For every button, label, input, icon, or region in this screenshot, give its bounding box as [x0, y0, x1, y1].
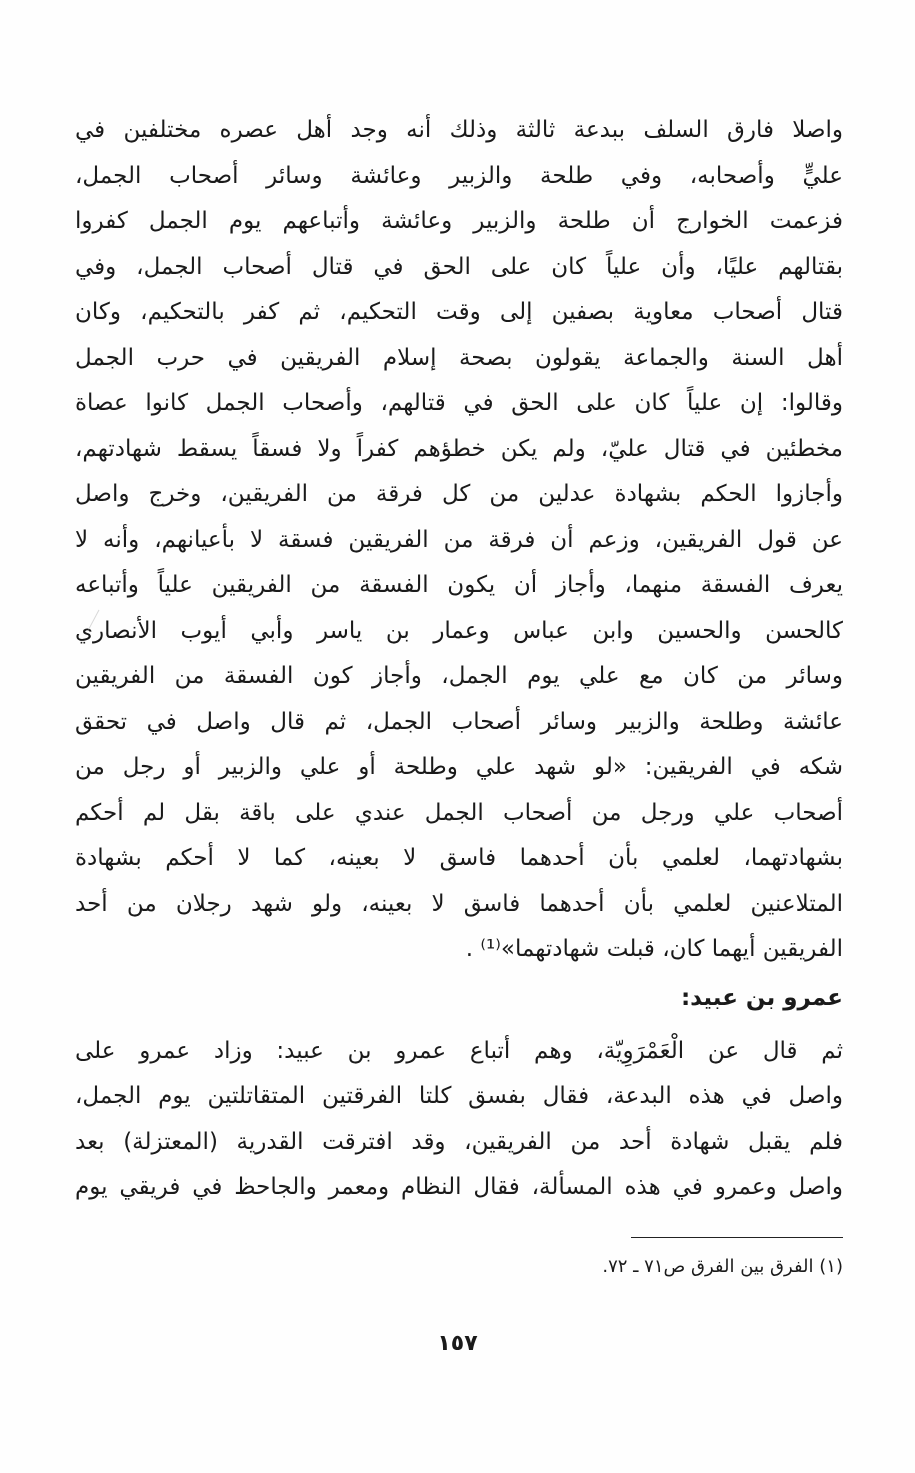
text-line: وسائر من كان مع علي يوم الجمل، وأجاز كون الفسقة من الفريقين [75, 663, 843, 689]
text-line: كالحسن والحسين وابن عباس وعمار بن ياسر وأبي أيوب الأنصاري [75, 617, 843, 644]
main-paragraph [75, 108, 843, 973]
text-line: مخطئين في قتال عليّ، ولم يكن خطؤهم كفراً ولا فسقاً يسقط شهادتهم، [75, 435, 843, 462]
text-line: واصل وعمرو في هذه المسألة، فقال النظام ومعمر والجاحظ في فريقي يوم [75, 1173, 843, 1200]
text-line: أصحاب علي ورجل من أصحاب الجمل عندي على باقة بقل لم أحكم [75, 799, 843, 826]
text-line: عليٍّ وأصحابه، وفي طلحة والزبير وعائشة وسائر أصحاب الجمل، [75, 162, 843, 189]
page-number: ١٥٧ [437, 1331, 478, 1356]
text-line: عائشة وطلحة والزبير وسائر أصحاب الجمل، ثم قال واصل في تحقق [75, 708, 843, 735]
section-heading: عمرو بن عبيد: [680, 985, 843, 1011]
text-line: وأجازوا الحكم بشهادة عدلين من كل فرقة من الفريقين، وخرج واصل [75, 481, 843, 507]
text-line: قتال أصحاب معاوية بصفين إلى وقت التحكيم، ثم كفر بالتحكيم، وكان [75, 299, 843, 325]
text-line: يعرف الفسقة منهما، وأجاز أن يكون الفسقة من الفريقين علياً وأتباعه [75, 572, 843, 598]
text-line: عن قول الفريقين، وزعم أن فرقة من الفريقين فسقة لا بأعيانهم، وأنه لا [75, 526, 843, 553]
text-line: وقالوا: إن علياً كان على الحق في قتالهم، وأصحاب الجمل كانوا عصاة [75, 390, 843, 416]
text-line-last: الفريقين أيهما كان، قبلت شهادتهما»⁽¹⁾ . [465, 936, 843, 962]
text-line: واصل في هذه البدعة، فقال بفسق كلتا الفرقتين المتقاتلتين يوم الجمل، [75, 1083, 843, 1110]
text-line: بشهادتهما، لعلمي بأن أحدهما فاسق لا بعينه، كما لا أحكم بشهادة [75, 845, 843, 871]
text-line: واصلا فارق السلف ببدعة ثالثة وذلك أنه وجد أهل عصره مختلفين في [75, 117, 843, 143]
section-paragraph [75, 1029, 843, 1210]
footnote: (١) الفرق بين الفرق ص٧١ ـ ٧٢. [602, 1256, 843, 1277]
text-line: بقتالهم عليًا، وأن علياً كان على الحق في قتال أصحاب الجمل، وفي [75, 253, 843, 280]
footnote-divider [631, 1237, 843, 1238]
text-line: أهل السنة والجماعة يقولون بصحة إسلام الفريقين في حرب الجمل [75, 344, 843, 371]
text-line: المتلاعنين لعلمي بأن أحدهما فاسق لا بعينه، ولو شهد رجلان من أحد [75, 890, 843, 917]
text-line: ثم قال عن الْعَمْرَوِيّة، وهم أتباع عمرو بن عبيد: وزاد عمرو على [75, 1038, 843, 1064]
text-line: شكه في الفريقين: «لو شهد علي وطلحة أو علي والزبير أو رجل من [75, 754, 843, 780]
text-line: فزعمت الخوارج أن طلحة والزبير وعائشة وأتباعهم يوم الجمل كفروا [75, 208, 843, 234]
text-line: فلم يقبل شهادة أحد من الفريقين، وقد افترقت القدرية (المعتزلة) بعد [75, 1128, 843, 1155]
